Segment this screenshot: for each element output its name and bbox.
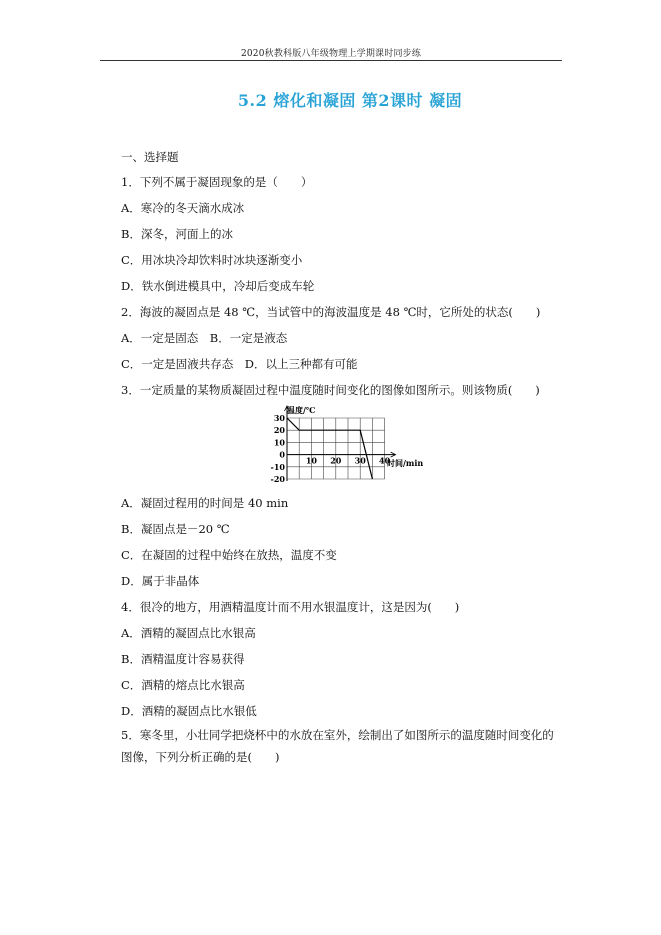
- question-2-stem: 2．海波的凝固点是 48 ℃，当试管中的海波温度是 48 ℃时，它所处的状态( ): [121, 305, 541, 319]
- header-divider: [100, 60, 562, 61]
- y-tick-label: 20: [273, 425, 285, 436]
- question-1-option-c: C．用冰块冷却饮料时冰块逐渐变小: [121, 253, 303, 267]
- question-4-option-a: A．酒精的凝固点比水银高: [121, 626, 256, 640]
- y-tick-label: 0: [279, 449, 285, 460]
- question-3-option-d: D．属于非晶体: [121, 574, 200, 588]
- question-2-options-ab: A．一定是固态 B．一定是液态: [121, 331, 288, 345]
- question-3-option-c: C．在凝固的过程中始终在放热，温度不变: [121, 548, 337, 562]
- x-tick-label: 20: [330, 455, 342, 466]
- question-4-option-b: B．酒精温度计容易获得: [121, 652, 245, 666]
- question-1-option-d: D．铁水倒进模具中，冷却后变成车轮: [121, 279, 315, 293]
- question-5-stem: 5．寒冬里，小壮同学把烧杯中的水放在室外，绘制出了如图所示的温度随时间变化的图像，下列分析正确的是( ): [121, 728, 554, 764]
- question-1-stem: 1．下列不属于凝固现象的是（ ）: [121, 175, 313, 189]
- y-tick-label: -20: [270, 474, 285, 484]
- question-4-option-c: C．酒精的熔点比水银高: [121, 678, 245, 692]
- question-4-option-d: D．酒精的凝固点比水银低: [121, 704, 257, 718]
- x-tick-label: 30: [354, 455, 366, 466]
- page-title: 5.2 熔化和凝固 第2课时 凝固: [237, 91, 463, 110]
- question-4-stem: 4．很冷的地方，用酒精温度计而不用水银温度计，这是因为( ): [121, 600, 460, 614]
- question-3-option-a: A．凝固过程用的时间是 40 min: [121, 496, 289, 510]
- chart-axes: [285, 406, 396, 481]
- question-3-stem: 3．一定质量的某物质凝固过程中温度随时间变化的图像如图所示。则该物质( ): [121, 383, 540, 397]
- y-tick-label: -10: [270, 461, 285, 472]
- x-tick-label: 10: [305, 455, 317, 466]
- chart-series: [287, 418, 372, 479]
- section-heading: 一、选择题: [121, 150, 179, 164]
- temperature-curve: [287, 418, 372, 479]
- page-header: 2020秋教科版八年级物理上学期课时同步练: [240, 49, 422, 59]
- question-2-options-cd: C．一定是固液共存态 D．以上三种都有可能: [121, 357, 358, 371]
- question-1-option-b: B．深冬，河面上的冰: [121, 227, 233, 241]
- x-tick-label: 40: [379, 455, 391, 466]
- y-tick-label: 30: [273, 413, 285, 423]
- chart-y-label: 温度/℃: [287, 405, 316, 415]
- chart-x-label: 时间/min: [387, 458, 424, 468]
- y-tick-label: 10: [273, 437, 285, 448]
- question-1-option-a: A．寒冷的冬天滴水成冰: [121, 201, 245, 215]
- question-3-option-b: B．凝固点是－20 ℃: [121, 522, 230, 536]
- temperature-time-chart: [265, 405, 445, 485]
